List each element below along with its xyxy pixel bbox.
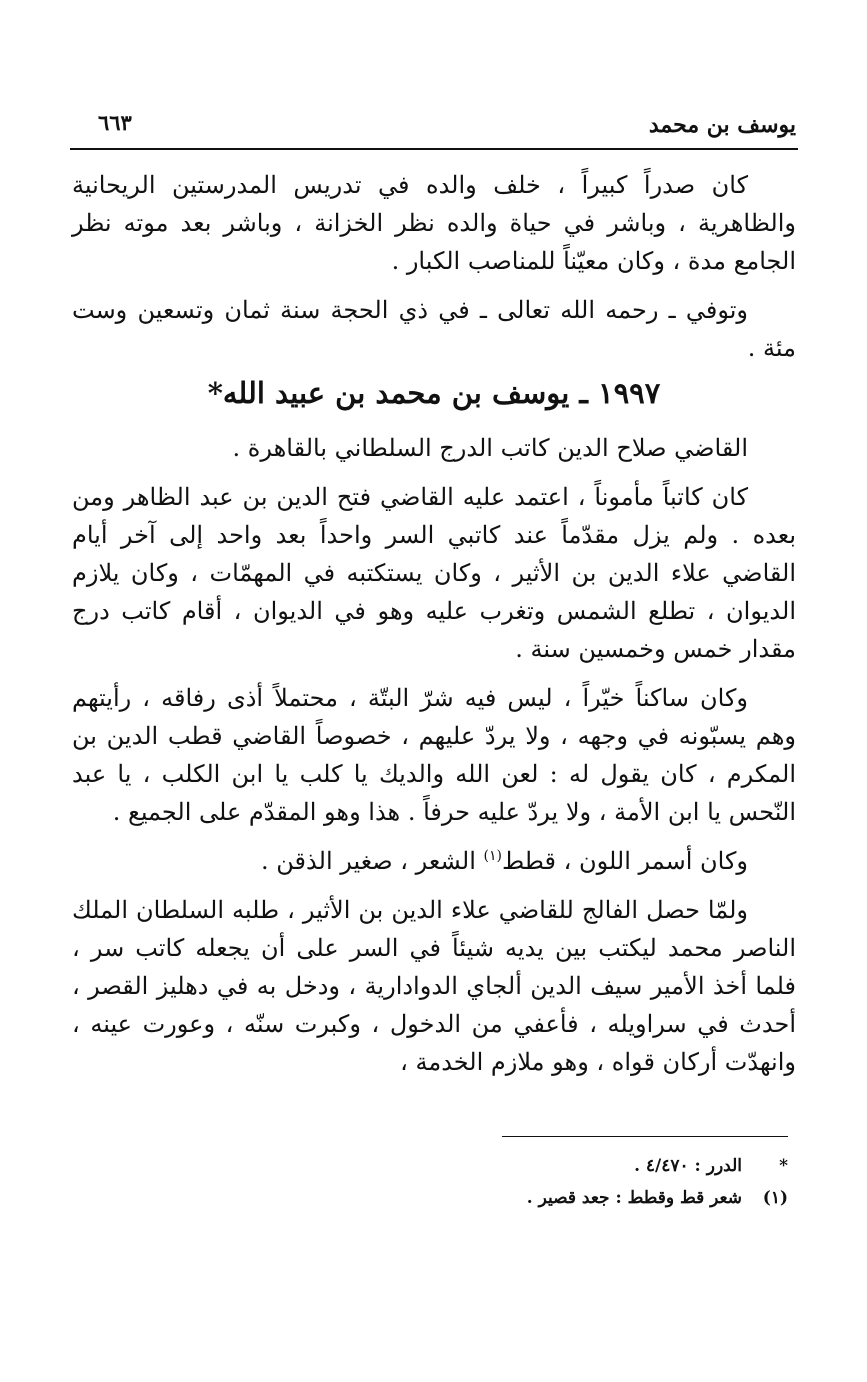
paragraph-text: وكان أسمر اللون ، قطط — [502, 847, 748, 875]
paragraph-text: الشعر ، صغير الذقن . — [261, 847, 484, 875]
paragraph — [72, 842, 796, 880]
running-header — [70, 108, 798, 150]
paragraph: كان كاتباً مأموناً ، اعتمد عليه القاضي فتح الدين بن عبد الظاهر ومن بعده . ولم يزل مقدّماً عند كاتبي السر واحداً بعد واحد إلى آخر أيام القاضي علاء الدين بن الأثير ، وكان يستكتبه في المهمّات ، وكان يلازم الديوان ، تطلع الشمس وتغرب عليه وهو في الديوان ، أقام كاتب درج مقدار خمس وخمسين سنة . — [72, 483, 796, 663]
footnote-text: الدرر : ٤/٤٧٠ . — [634, 1156, 742, 1176]
paragraph: وتوفي ـ رحمه الله تعالى ـ في ذي الحجة سنة ثمان وتسعين وست مئة . — [72, 296, 796, 362]
entry-heading: ١٩٩٧ ـ يوسف بن محمد بن عبيد الله* — [207, 376, 661, 410]
footnote-mark: * — [779, 1156, 788, 1176]
paragraph: كان صدراً كبيراً ، خلف والده في تدريس المدرستين الريحانية والظاهرية ، وباشر في حياة والده نظر الخزانة ، وباشر بعد موته نظر الجامع مدة ، وكان معيّناً للمناصب الكبار . — [72, 171, 796, 275]
main-text — [72, 166, 796, 1092]
running-title: يوسف بن محمد — [648, 112, 796, 138]
footnote-divider — [502, 1136, 788, 1137]
paragraph: القاضي صلاح الدين كاتب الدرج السلطاني بالقاهرة . — [232, 434, 748, 462]
footnote — [72, 1150, 788, 1182]
footnotes — [72, 1150, 788, 1214]
paragraph: ولمّا حصل الفالج للقاضي علاء الدين بن الأثير ، طلبه السلطان الملك الناصر محمد ليكتب بين يديه شيئاً في السر على أن يجعله كاتب سر ، فلما أخذ الأمير سيف الدين ألجاي الدوادارية ، ودخل به في دهليز القصر ، أحدث في سراويله ، فأعفي من الدخول ، وكبرت سنّه ، وعورت عينه ، وانهدّت أركان قواه ، وهو ملازم الخدمة ، — [72, 896, 796, 1076]
footnote-text: شعر قط وقطط : جعد قصير . — [526, 1188, 742, 1208]
page-number: ٦٦٣ — [98, 110, 132, 135]
footnote-reference: (١) — [483, 848, 502, 864]
footnote-mark: (١) — [762, 1188, 788, 1208]
paragraph: وكان ساكناً خيّراً ، ليس فيه شرّ البتّة ، محتملاً أذى رفاقه ، رأيتهم وهم يسبّونه في وجهه ، ولا يردّ عليهم ، خصوصاً القاضي قطب الدين بن المكرم ، كان يقول له : لعن الله والديك يا كلب يا ابن الكلب ، يا عبد النّحس يا ابن الأمة ، ولا يردّ عليه حرفاً . هذا وهو المقدّم على الجميع . — [72, 684, 796, 826]
footnote — [72, 1182, 788, 1214]
